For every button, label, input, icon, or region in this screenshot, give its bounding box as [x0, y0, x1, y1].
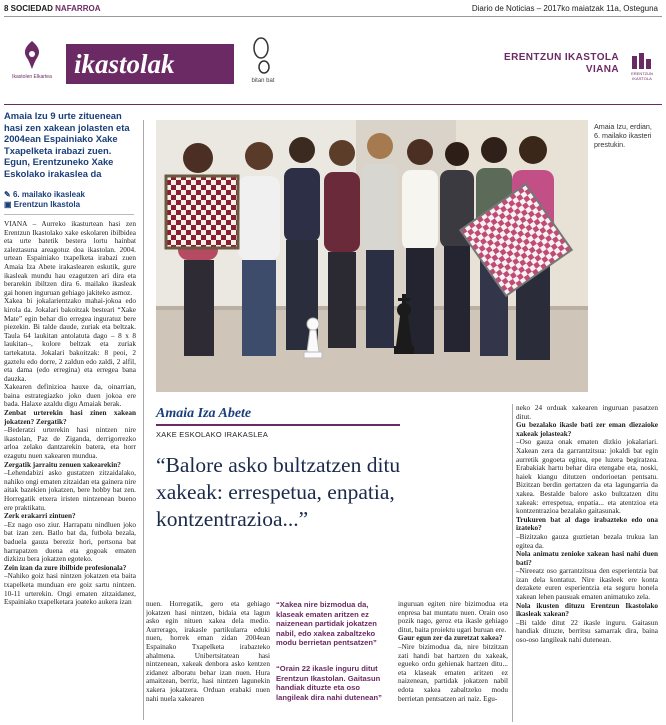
school-kicker [464, 52, 619, 76]
school-town: VIANA [585, 64, 619, 75]
photo-caption: Amaia Izu, erdian, 6. mailako ikasteri prestukin. [594, 122, 652, 149]
article-paragraph: nuen. Horregatik, gero eta gehiago jokatzen hasi nintzen, bidaia eta lagun asko egin nituen xakea dela medio. Aurrerago, irakasle partikularra eduki nuen, horrek eman zidan 2004ean Espainako Txapelketa irabazteko ahalmena. Unibertsitatean hasi nintzenean, xakeak denbora asko kentzen zidanez alboratu behar izan nuen. Hura amaitzean, berriz, hasi nintzen lagunekin xakera jokatzera. Orduan erabaki nuen nahi nuela xakearen [146, 600, 270, 703]
interview-question: Gaur egun zer da zuretzat xakea? [398, 634, 503, 643]
bitwan-logo [240, 36, 286, 94]
interview-question: Nola animatu zenioke xakean hasi nahi duen bati? [516, 550, 658, 567]
section-label [4, 3, 100, 15]
article-paragraph: –Nahiko goiz hasi nintzen jokatzen eta baita txapelketa munduan ere goiz sartu nintzen. 10-11 urterekin. Ongi ematen zitzaidanez, Espainiako txapelketara joateko aukera izan [4, 572, 136, 607]
page-number: 8 SOCIEDAD [4, 4, 53, 13]
article-paragraph: Xakea bi jokalarientzako mahai-jokoa edo kirola da. Jokalari bakoitzak besteari “Xake Mate” egin behar dio erregea inguratuz bere piezekin. Bi talde daude, zuriak eta beltzak. Taula 64 laukitan antolatuta dago – 8 x 8 laukitan–, kolore beltzak eta zuriak tartekatuta. Jokalari bakoitzak: 8 peoi, 2 gaztelu edo dorre, 2 zaldun edo zaldi, 2 alfil, eta dama (edo erregina) eta erregea bana dauzka. [4, 297, 136, 383]
pencil-icon: ✎ [4, 190, 11, 199]
erentzun-logo-caption: ERENTZUN IKASTOLA [631, 71, 653, 81]
issue-date: Diario de Noticias – 2017ko maiatzak 11a, Osteguna [471, 4, 658, 13]
ikastolen-logo-icon [15, 38, 49, 72]
name-underline [156, 424, 400, 426]
erentzun-logo [624, 52, 660, 81]
byline-class [4, 190, 134, 200]
byline-school-text: Erentzun Ikastola [13, 200, 81, 209]
article-paragraph: –Bederatzi urterekin hasi nintzen nire ikastolan, Paz de Ziganda, derrigorrezko arloa zelako dantzarekin batera, eta horr ezagutu nuen xakearen mundua. [4, 426, 136, 461]
article-paragraph: neko 24 orduak xakearen inguruan pasatzen ditut. [516, 404, 658, 421]
standfirst: Amaia Izu 9 urte zituenean hasi zen xakean jolasten eta 2004ean Espainiako Xake Txapelketa irabazi zuen. Egun, Erentzuneko Xake Eskolako irakaslea da [4, 110, 130, 179]
chessboard-left [166, 176, 238, 248]
article-column-2 [146, 600, 270, 722]
section-name: NAFARROA [55, 4, 101, 13]
article-paragraph: –Nire bizimodua da, nire bitzitzan zati handi bat hartzen du xakeak, egueko ordu gehienak hartzen ditu... eta klaseak ematen aritzen ez naizenean, partidak jokatzen nabil edota xakea zabaltzeko modu berrietan pentsatzen ari naiz. Egu- [398, 642, 508, 703]
article-column-3 [398, 600, 508, 722]
article-paragraph: –Ez nago oso ziur. Harrapatu nindluen joko bat izan zen. Batlo bat da, futbola bezala, baduela gauza bereziz hori, pertsona bat harrapatzen duena eta gogoak ematen dizkizu bera jokatzen egoteko. [4, 520, 136, 564]
article-paragraph: –Oso gauza onak ematen dizkio jokalariari. Xakean zera da garrantzitsua: jokaldi bat egin aurretik gogoeta egitea, epe luzera begiratzea. Erabakiak hartu behar dira etengabe eta, noski, haiek kiangu ditutzen ondorioetan pentsatu. Bizitzan berdin gertatzen da eta lagungarria da xakea. Bestalde balore asko bultzatzen ditu xakeak: errespetua, enpatia... eta atentzioa eta kontzentrazioa bezalako gaitasunak. [516, 438, 658, 516]
article-paragraph: Xakearen definizioa hauxe da, oinarrian, baina estrategiazko joko duen jokoa ere bada. Halaxe azaldu digu Amaiak berak. [4, 383, 136, 409]
pull-quote: “Xakea nire bizmodua da, klaseak ematen aritzen ez naizenean partidak jokatzen nabil, edo xakea zabaltzeko modu berrietan pentsatzen” [276, 600, 377, 648]
interview-question: Zerk erakarri zintuen? [4, 512, 76, 521]
article-paragraph: inguruan egiten nire bizimodua eta enpresa bat muntatu nuen. Orain oso pozik nago, geroz eta ikasle gehiago ditut, baita proiektu ugari buruan ere. [398, 600, 508, 634]
byline-school [4, 200, 134, 210]
article-paragraph: VIANA – Aurreko ikasturtean hasi zen Erentzun Ikastolako xake eskolaren ibilbidea eta urte batetik bestera lortu hainbat zaleztasuna areagotuz doa ikastolan. 2004. urtean Espainiako txapelketa irabazi zuen Amaia Iza Abete irakaslearen eskutik, gure ikasleak mundu hau ezagutzen ari dira eta berarekin ibiltzen dira 6. mailako ikasleak gai honen inguruan gehiago jakiteko asmoz. [4, 220, 136, 297]
headline-quote: “Balore asko bultzatzen ditu xakeak: errespetua, enpatia, kontzentrazioa...” [156, 453, 401, 531]
article-column-4 [516, 404, 658, 722]
interviewee-name-bar [156, 404, 400, 426]
column-divider [512, 404, 513, 722]
students-photo [156, 120, 588, 392]
erentzun-logo-icon [631, 52, 653, 70]
footprint-icon [250, 36, 276, 76]
interviewee-role: XAKE ESKOLAKO IRAKASLEA [156, 430, 269, 439]
interview-question: Zein izan da zure ibilbide profesionala? [4, 563, 127, 572]
masthead-title: ikastolak [66, 44, 234, 84]
article-column-1 [4, 220, 136, 722]
students-with-chessboards-image [156, 120, 588, 392]
interview-question: Nola ikusten dituzu Erentzun Ikastolako ikasleak xakean? [516, 601, 658, 619]
column-divider [143, 120, 144, 720]
interview-question: Trukuren bat al dago irabazteko edo ona izateko? [516, 515, 658, 533]
school-name: ERENTZUN IKASTOLA [504, 52, 619, 63]
interview-question: Zergatik jarraitu zenuen xakearekin? [4, 460, 121, 469]
article-paragraph: –Nireeatz oso garrantzitsua den esperientzia bat izan dela kontatuz. Nire ikasleek ere konta dezakete euren esperientzia eta seguru honela xakean lehen pausuak ematen animatuko zela. [516, 567, 658, 602]
header-divider [4, 104, 662, 105]
page-header [4, 30, 662, 100]
pull-quote: “Orain 22 ikasle inguru ditut Erentzun Ikastolan. Gaitasun handiak dituzte eta oso langileak dira nahi dutenean” [276, 664, 382, 702]
interviewee-name: Amaia Iza Abete [156, 406, 252, 421]
bitwan-caption: bitan bat [251, 78, 275, 84]
top-divider [4, 16, 662, 17]
article-paragraph: –Bizitzako gauza guztietan bezala trukua lan egitea da. [516, 532, 658, 550]
byline-divider [4, 214, 134, 215]
ikastolen-elkartea-logo [4, 38, 60, 92]
school-icon: ▣ [4, 200, 12, 209]
article-paragraph: –Lehendabizi asko gustatzen zitzaidalako, nahiko ongi ematen zitzaidan eta gainera nire aitak bazekien jokatzen, bere hobby bat zen. Horregatik etxera iristen nintzenean bueno ere praktikatu. [4, 469, 136, 512]
byline [4, 190, 134, 210]
page-top-strip [4, 3, 662, 15]
interview-question: Zenbat urterekin hasi zinen xakean jokatzen? Zergatik? [4, 409, 136, 426]
article-paragraph: –Bi talde ditut 22 ikasle inguru. Gaitasun handiak dituzte, berritsu samarrak dira, baina oso-oso langileak nahi dutenean. [516, 618, 658, 645]
logo-caption: Ikastolen Elkartea [12, 74, 52, 80]
byline-class-text: 6. mailako ikasleak [12, 190, 85, 199]
interview-question: Gu bezalako ikasle bati zer eman diezaioke xakeak jolasteak? [516, 421, 658, 438]
